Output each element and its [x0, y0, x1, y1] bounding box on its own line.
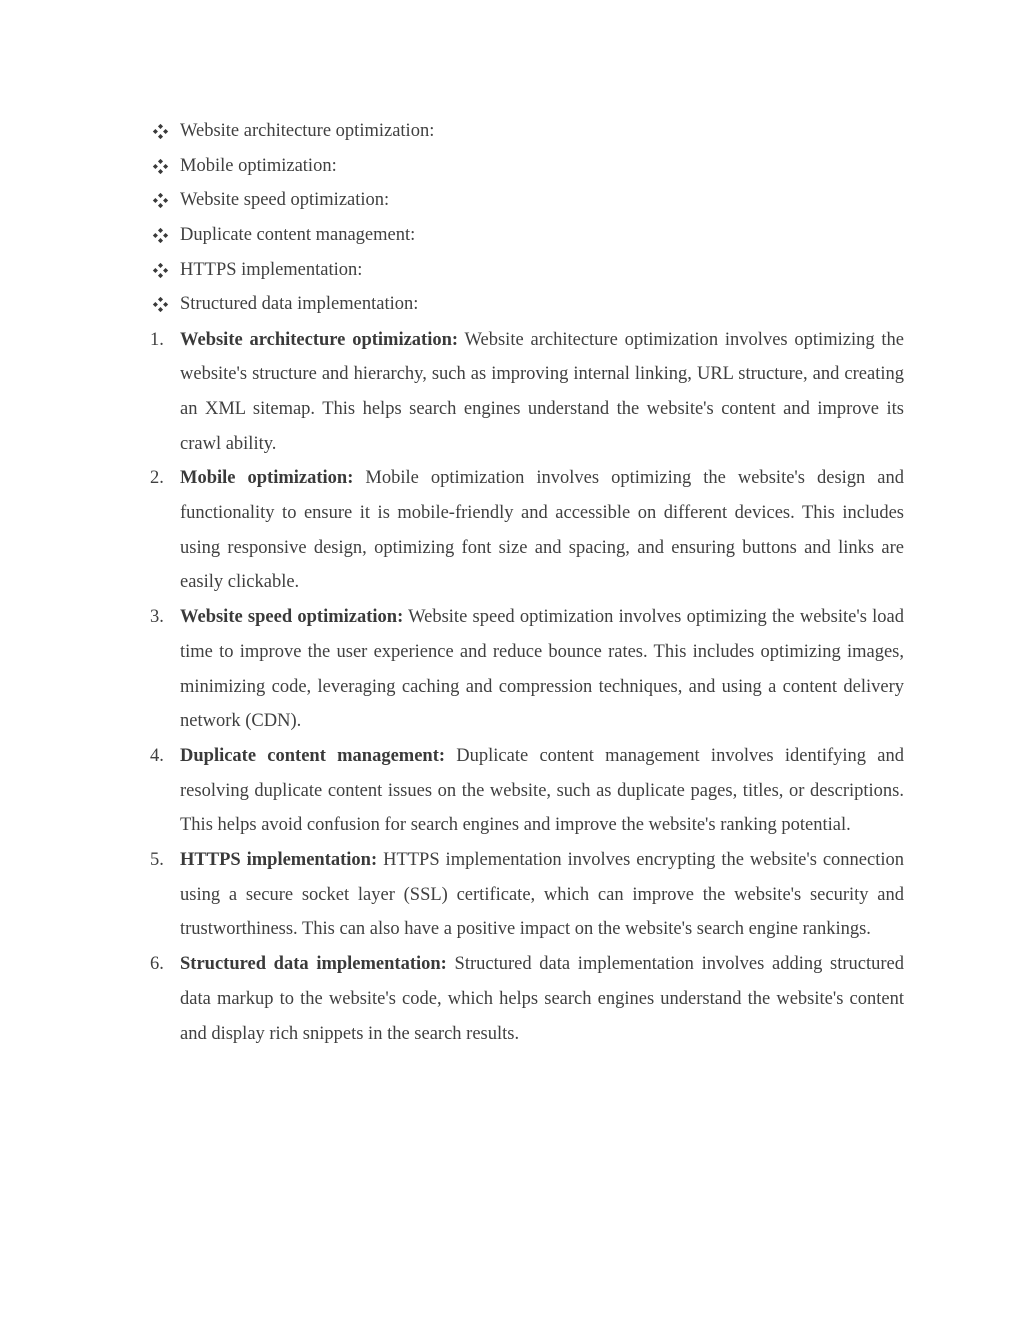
bullet-list	[150, 114, 910, 322]
bullet-item	[150, 218, 910, 253]
list-item-body: Duplicate content management involves identifying and resolving duplicate content issues on the website, such as duplicate pages, titles, or descriptions. This helps avoid confusion for search engines and improve the website's ranking potential.	[180, 745, 905, 836]
list-item-term: Duplicate content management:	[180, 745, 446, 766]
list-item-body: Structured data implementation involves adding structured data markup to the website's code, which helps search engines understand the website's content and display rich snippets in the search results.	[180, 954, 905, 1044]
bullet-text: Mobile optimization:	[180, 155, 337, 176]
bullet-text: Structured data implementation:	[180, 294, 419, 315]
four-diamond-icon	[150, 192, 180, 209]
bullet-text: HTTPS implementation:	[180, 259, 363, 280]
list-item-text	[180, 323, 904, 462]
list-item-body: Website architecture optimization involves optimizing the website's structure and hierarchy, such as improving internal linking, URL structure, and creating an XML sitemap. This helps search engines understand the website's content and improve its crawl ability.	[180, 329, 904, 454]
list-item-term: HTTPS implementation:	[180, 850, 378, 871]
list-item-body: Website speed optimization involves optimizing the website's load time to improve the user experience and reduce bounce rates. This includes optimizing images, minimizing code, leveraging caching and compression techniques, and using a content delivery network (CDN).	[180, 607, 904, 732]
bullet-item	[150, 183, 910, 218]
four-diamond-icon	[150, 296, 180, 313]
list-item-text	[180, 947, 904, 1051]
list-item-text	[180, 461, 904, 600]
list-item-term: Website architecture optimization:	[180, 329, 459, 350]
numbered-list	[150, 323, 904, 1052]
list-item-body: Mobile optimization involves optimizing the website's design and functionality to ensure it is mobile-friendly and accessible on different devices. This includes using responsive design, optimizing font size and spacing, and ensuring buttons and links are easily clickable.	[180, 468, 905, 593]
list-number: 4.	[150, 745, 164, 766]
list-item	[150, 600, 904, 739]
bullet-item	[150, 149, 910, 184]
list-number: 1.	[150, 329, 164, 350]
bullet-item	[150, 253, 910, 288]
list-number: 2.	[150, 468, 164, 489]
list-item	[150, 843, 904, 947]
four-diamond-icon	[150, 123, 180, 140]
list-item-term: Website speed optimization:	[180, 607, 404, 628]
list-item-body: HTTPS implementation involves encrypting the website's connection using a secure socket layer (SSL) certificate, which can improve the website's security and trustworthiness. This can also have a positive impact on the website's search engine rankings.	[180, 850, 905, 940]
bullet-text: Duplicate content management:	[180, 225, 416, 246]
list-item-text	[180, 739, 904, 843]
four-diamond-icon	[150, 158, 180, 175]
list-item-term: Structured data implementation:	[180, 954, 447, 975]
list-item	[150, 739, 904, 843]
list-item	[150, 323, 904, 462]
list-item	[150, 461, 904, 600]
four-diamond-icon	[150, 262, 180, 279]
list-number: 3.	[150, 607, 164, 628]
list-item	[150, 947, 904, 1051]
list-item-text	[180, 843, 904, 947]
bullet-text: Website architecture optimization:	[180, 121, 435, 141]
four-diamond-icon	[150, 227, 180, 244]
list-item-term: Mobile optimization:	[180, 468, 354, 489]
list-number: 5.	[150, 850, 164, 871]
list-number: 6.	[150, 954, 164, 975]
bullet-text: Website speed optimization:	[180, 190, 390, 211]
list-item-text	[180, 600, 904, 739]
bullet-item	[150, 287, 910, 322]
bullet-item	[150, 114, 910, 149]
